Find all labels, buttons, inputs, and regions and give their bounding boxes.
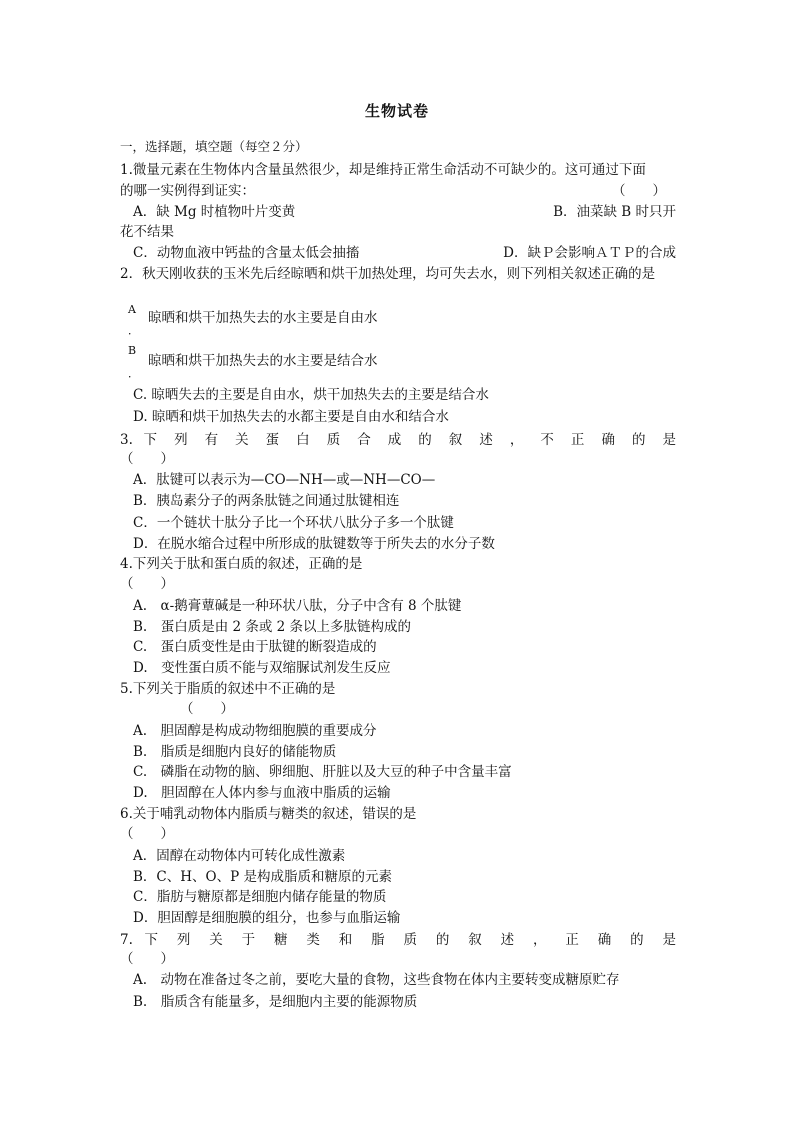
- q4-option-d: D. 变性蛋白质不能与双缩脲试剂发生反应: [133, 660, 391, 676]
- q2-option-b-dot: ．: [128, 367, 139, 380]
- q2-option-b: 晾晒和烘干加热失去的水主要是结合水: [148, 353, 378, 369]
- q3-option-c: C．一个链状十肽分子比一个环状八肽分子多一个肽键: [133, 515, 454, 531]
- q1-option-d: D．缺Ｐ会影响ＡＴＰ的合成: [503, 245, 676, 261]
- q4-option-a: A. α-鹅膏蕈碱是一种环状八肽，分子中含有 8 个肽键: [133, 598, 462, 614]
- q5-option-b: B. 脂质是细胞内良好的储能物质: [133, 744, 337, 760]
- q7-stem: 7. 下 列 关 于 糖 类 和 脂 质 的 叙 述 ， 正 确 的 是: [120, 932, 676, 948]
- q3-option-b: B．胰岛素分子的两条肽链之间通过肽键相连: [133, 493, 400, 509]
- q2-option-a: 晾晒和烘干加热失去的水主要是自由水: [148, 310, 378, 326]
- q2-option-a-label: A: [128, 303, 136, 316]
- section-heading: 一，选择题，填空题（每空２分）: [120, 139, 308, 154]
- q6-option-c: C．脂肪与糖原都是细胞内储存能量的物质: [133, 889, 387, 905]
- q1-option-a: A．缺 Mg 时植物叶片变黄: [133, 204, 296, 220]
- q1-stem-line1: 1.微量元素在生物体内含量虽然很少，却是维持正常生命活动不可缺少的。这可通过下面: [120, 162, 646, 178]
- q5-option-c: C. 磷脂在动物的脑、卵细胞、肝脏以及大豆的种子中含量丰富: [133, 764, 512, 780]
- q5-stem: 5.下列关于脂质的叙述中不正确的是: [120, 681, 336, 697]
- q1-stem-text: 的哪一实例得到证实：: [120, 183, 255, 199]
- q6-option-a: A．固醇在动物体内可转化成性激素: [133, 848, 346, 864]
- q4-stem: 4.下列关于肽和蛋白质的叙述，正确的是: [120, 556, 363, 572]
- q5-answer-paren: （ ）: [180, 701, 234, 717]
- q6-stem: 6.关于哺乳动物体内脂质与糖类的叙述，错误的是: [120, 806, 417, 822]
- q7-answer-paren: （ ）: [120, 951, 174, 967]
- q3-option-d: D．在脱水缩合过程中所形成的肽键数等于所失去的水分子数: [133, 536, 495, 552]
- q7-option-a: A. 动物在准备过冬之前，要吃大量的食物，这些食物在体内主要转变成糖原贮存: [133, 972, 620, 988]
- q2-option-c: C. 晾晒失去的主要是自由水，烘干加热失去的主要是结合水: [133, 387, 489, 403]
- q1-option-b: B．油菜缺 B 时只开: [553, 204, 676, 220]
- q3-stem: 3. 下 列 有 关 蛋 白 质 合 成 的 叙 述 ， 不 正 确 的 是: [120, 432, 676, 448]
- q6-option-d: D．胆固醇是细胞膜的组分，也参与血脂运输: [133, 910, 401, 926]
- q6-answer-paren: （ ）: [120, 826, 174, 842]
- q1-option-b-cont: 花不结果: [120, 224, 174, 240]
- q6-option-b: B．C、H、O、P 是构成脂质和糖原的元素: [133, 869, 392, 885]
- q4-option-c: C. 蛋白质变性是由于肽键的断裂造成的: [133, 639, 377, 655]
- q1-options-cd: [133, 244, 676, 262]
- q7-option-b: B. 脂质含有能量多，是细胞内主要的能源物质: [133, 994, 418, 1010]
- q2-option-a-dot: ．: [128, 324, 139, 337]
- q5-option-a: A. 胆固醇是构成动物细胞膜的重要成分: [133, 723, 377, 739]
- q1-answer-paren: （ ）: [612, 183, 666, 199]
- q4-answer-paren: （ ）: [120, 576, 174, 592]
- q2-option-d: D. 晾晒和烘干加热失去的水都主要是自由水和结合水: [133, 409, 449, 425]
- q3-option-a: A．肽键可以表示为—CO—NH—或—NH—CO—: [133, 472, 436, 488]
- q1-stem-line2: [120, 182, 676, 200]
- q2-option-b-label: B: [128, 344, 137, 357]
- page-title: 生物试卷: [364, 102, 429, 120]
- q3-answer-paren: （ ）: [120, 451, 174, 467]
- q4-option-b: B. 蛋白质是由 2 条或 2 条以上多肽链构成的: [133, 619, 412, 635]
- q2-stem: 2．秋天刚收获的玉米先后经晾晒和烘干加热处理，均可失去水，则下列相关叙述正确的是: [120, 266, 656, 282]
- q5-option-d: D. 胆固醇在人体内参与血液中脂质的运输: [133, 785, 391, 801]
- q1-options-ab: [133, 203, 676, 221]
- q1-option-c: C．动物血液中钙盐的含量太低会抽搐: [133, 245, 360, 261]
